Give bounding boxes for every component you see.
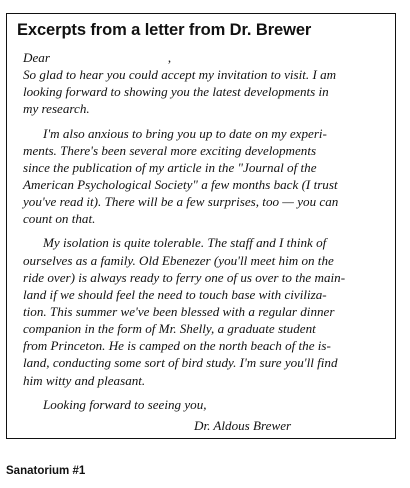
paragraph-gap <box>23 227 389 234</box>
paragraph-line: you've read it). There will be a few surprises, too — you can <box>23 194 339 210</box>
salutation-mark: , <box>167 50 172 65</box>
letter-title: Excerpts from a letter from Dr. Brewer <box>17 21 312 39</box>
paragraph-line: land, conducting some sort of bird study. I'm sure you'll find <box>23 355 338 371</box>
paragraph-line: ments. There's been several more exciting developments <box>23 142 317 158</box>
paragraph-line: tion. This summer we've been blessed with a regular dinner <box>23 303 335 319</box>
paragraph-line: So glad to hear you could accept my invitation to visit. I am <box>23 67 337 83</box>
paragraph-4 <box>23 396 389 413</box>
paragraph-line: since the publication of my article in the "Journal of the <box>23 159 317 175</box>
salutation-line <box>23 49 389 66</box>
signature: Dr. Aldous Brewer <box>194 417 292 433</box>
caption: Sanatorium #1 <box>6 465 86 477</box>
paragraph-line: land if we should feel the need to touch base with civiliza- <box>23 286 327 302</box>
paragraph-line: him witty and pleasant. <box>23 372 146 388</box>
paragraph-2 <box>23 125 389 228</box>
paragraph-3 <box>23 234 389 388</box>
paragraph-gap <box>23 118 389 125</box>
letter-box <box>6 13 396 439</box>
paragraph-line: my research. <box>23 101 90 117</box>
letter-body <box>23 49 389 434</box>
paragraph-line: looking forward to showing you the latest developments in <box>23 84 329 100</box>
paragraph-line: ride over) is always ready to ferry one of us over to the main- <box>23 269 346 285</box>
paragraph-line: count on that. <box>23 211 96 227</box>
paragraph-gap <box>23 389 389 396</box>
paragraph-line: My isolation is quite tolerable. The staff and I think of <box>43 235 327 251</box>
paragraph-line: ourselves as a family. Old Ebenezer (you'll meet him on the <box>23 252 334 268</box>
salutation: Dear <box>23 50 50 65</box>
paragraph-line: from Princeton. He is camped on the north beach of the is- <box>23 338 331 354</box>
paragraph-line: companion in the form of Mr. Shelly, a graduate student <box>23 321 316 337</box>
paragraph-line: I'm also anxious to bring you up to date on my experi- <box>43 125 327 141</box>
closing-line: Looking forward to seeing you, <box>43 396 207 412</box>
paragraph-1 <box>23 66 389 117</box>
paragraph-line: American Psychological Society" a few months back (I trust <box>23 176 338 192</box>
